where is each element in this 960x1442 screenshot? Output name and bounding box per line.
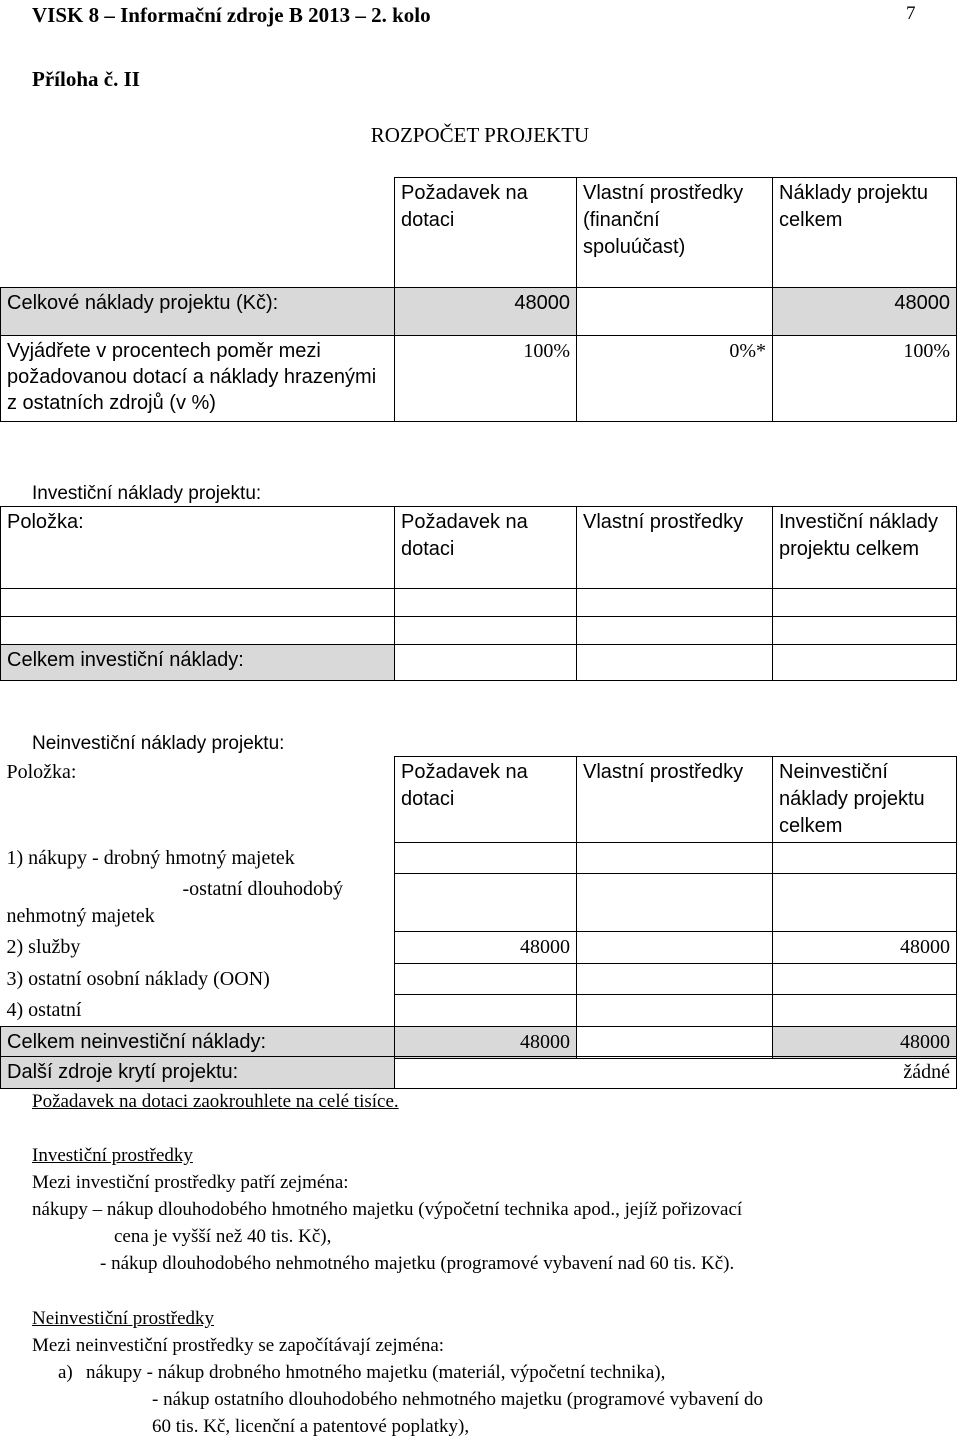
investment-row-empty-1 bbox=[1, 589, 395, 617]
noninvestment-funds-heading: Neinvestiční prostředky bbox=[32, 1308, 215, 1329]
budget-summary-table bbox=[0, 177, 957, 422]
noninvestment-list-marker-a: a) bbox=[58, 1362, 73, 1383]
noninvestment-row-4-total bbox=[773, 964, 957, 995]
row-percent-own: 0%* bbox=[577, 336, 773, 422]
noninvestment-total-label: Celkem neinvestiční náklady: bbox=[1, 1026, 395, 1058]
noninvestment-funds-intro: Mezi neinvestiční prostředky se započítávají zejména: bbox=[32, 1335, 445, 1356]
noninvestment-row-5-own bbox=[577, 995, 773, 1027]
investment-header-own: Vlastní prostředky bbox=[577, 507, 773, 589]
noninvestment-row-2-own bbox=[577, 874, 773, 932]
investment-funds-line2: - nákup dlouhodobého nehmotného majetku (programové vybavení nad 60 tis. Kč). bbox=[100, 1253, 735, 1274]
noninvestment-row-2-label-line1: -ostatní dlouhodobý bbox=[182, 877, 344, 900]
noninvestment-row-5-total bbox=[773, 995, 957, 1027]
noninvestment-row-5-request bbox=[395, 995, 577, 1027]
noninvestment-row-2-label bbox=[1, 874, 395, 932]
noninvestment-row-5-label: 4) ostatní bbox=[1, 995, 395, 1027]
row-percent-request: 100% bbox=[395, 336, 577, 422]
investment-header-total: Investiční náklady projektu celkem bbox=[773, 507, 957, 589]
noninvestment-header-total: Neinvestiční náklady projektu celkem bbox=[773, 757, 957, 843]
noninvestment-table bbox=[0, 756, 957, 1059]
empty-cell bbox=[1, 178, 395, 288]
rounding-note: Požadavek na dotaci zaokrouhlete na celé tisíce. bbox=[32, 1091, 399, 1112]
noninvestment-row-3-label: 2) služby bbox=[1, 932, 395, 964]
investment-funds-line1: nákupy – nákup dlouhodobého hmotného majetku (výpočetní technika apod., jejíž pořizovací bbox=[32, 1199, 743, 1220]
document-title: ROZPOČET PROJEKTU bbox=[370, 123, 590, 147]
investment-funds-heading: Investiční prostředky bbox=[32, 1145, 193, 1166]
noninvestment-funds-a-line1: nákupy - nákup drobného hmotného majetku (materiál, výpočetní technika), bbox=[86, 1362, 666, 1383]
noninvestment-row-3-own bbox=[577, 932, 773, 964]
investment-total-request bbox=[395, 645, 577, 681]
noninvestment-total-total: 48000 bbox=[773, 1026, 957, 1058]
other-sources-label: Další zdroje krytí projektu: bbox=[1, 1057, 395, 1089]
other-sources-value: žádné bbox=[395, 1057, 957, 1089]
investment-table bbox=[0, 506, 957, 681]
noninvestment-header-item: Položka: bbox=[1, 757, 395, 843]
header-own-funds: Vlastní prostředky (finanční spoluúčast) bbox=[577, 178, 773, 288]
noninvestment-row-4-label: 3) ostatní osobní náklady (OON) bbox=[1, 964, 395, 995]
row-percent-total: 100% bbox=[773, 336, 957, 422]
investment-total-own bbox=[577, 645, 773, 681]
empty-cell bbox=[577, 589, 773, 617]
header-total-costs: Náklady projektu celkem bbox=[773, 178, 957, 288]
row-total-request: 48000 bbox=[395, 288, 577, 336]
empty-cell bbox=[773, 589, 957, 617]
investment-section-title: Investiční náklady projektu: bbox=[32, 483, 262, 504]
noninvestment-row-1-label: 1) nákupy - drobný hmotný majetek bbox=[1, 843, 395, 874]
investment-total-label: Celkem investiční náklady: bbox=[1, 645, 395, 681]
noninvestment-row-3-total: 48000 bbox=[773, 932, 957, 964]
noninvestment-total-request: 48000 bbox=[395, 1026, 577, 1058]
empty-cell bbox=[395, 589, 577, 617]
noninvestment-funds-a-line3: 60 tis. Kč, licenční a patentové poplatky), bbox=[152, 1416, 470, 1437]
other-sources-table bbox=[0, 1056, 957, 1089]
investment-header-item: Položka: bbox=[1, 507, 395, 589]
empty-cell bbox=[577, 617, 773, 645]
noninvestment-row-2-total bbox=[773, 874, 957, 932]
noninvestment-section-title: Neinvestiční náklady projektu: bbox=[32, 733, 285, 754]
investment-row-empty-2 bbox=[1, 617, 395, 645]
noninvestment-row-3-request: 48000 bbox=[395, 932, 577, 964]
empty-cell bbox=[773, 617, 957, 645]
noninvestment-row-4-request bbox=[395, 964, 577, 995]
noninvestment-funds-a-line2: - nákup ostatního dlouhodobého nehmotného majetku (programové vybavení do bbox=[152, 1389, 764, 1410]
noninvestment-header-own: Vlastní prostředky bbox=[577, 757, 773, 843]
noninvestment-row-1-own bbox=[577, 843, 773, 874]
investment-funds-intro: Mezi investiční prostředky patří zejména: bbox=[32, 1172, 349, 1193]
noninvestment-row-4-own bbox=[577, 964, 773, 995]
empty-cell bbox=[395, 617, 577, 645]
noninvestment-header-request: Požadavek na dotaci bbox=[395, 757, 577, 843]
investment-total-total bbox=[773, 645, 957, 681]
row-percent-label: Vyjádřete v procentech poměr mezi požadovanou dotací a náklady hrazenými z ostatních zdrojů (v %) bbox=[1, 336, 395, 422]
noninvestment-row-2-label-line2: nehmotný majetek bbox=[6, 904, 155, 927]
document-header-title: VISK 8 – Informační zdroje B 2013 – 2. kolo bbox=[32, 3, 431, 27]
row-total-label: Celkové náklady projektu (Kč): bbox=[1, 288, 395, 336]
header-request: Požadavek na dotaci bbox=[395, 178, 577, 288]
noninvestment-total-own bbox=[577, 1026, 773, 1058]
noninvestment-row-2-request bbox=[395, 874, 577, 932]
appendix-label: Příloha č. II bbox=[32, 67, 140, 91]
investment-header-request: Požadavek na dotaci bbox=[395, 507, 577, 589]
investment-funds-line1b: cena je vyšší než 40 tis. Kč), bbox=[114, 1226, 332, 1247]
row-total-total: 48000 bbox=[773, 288, 957, 336]
noninvestment-row-1-total bbox=[773, 843, 957, 874]
noninvestment-row-1-request bbox=[395, 843, 577, 874]
row-total-own bbox=[577, 288, 773, 336]
page-number: 7 bbox=[906, 3, 916, 24]
